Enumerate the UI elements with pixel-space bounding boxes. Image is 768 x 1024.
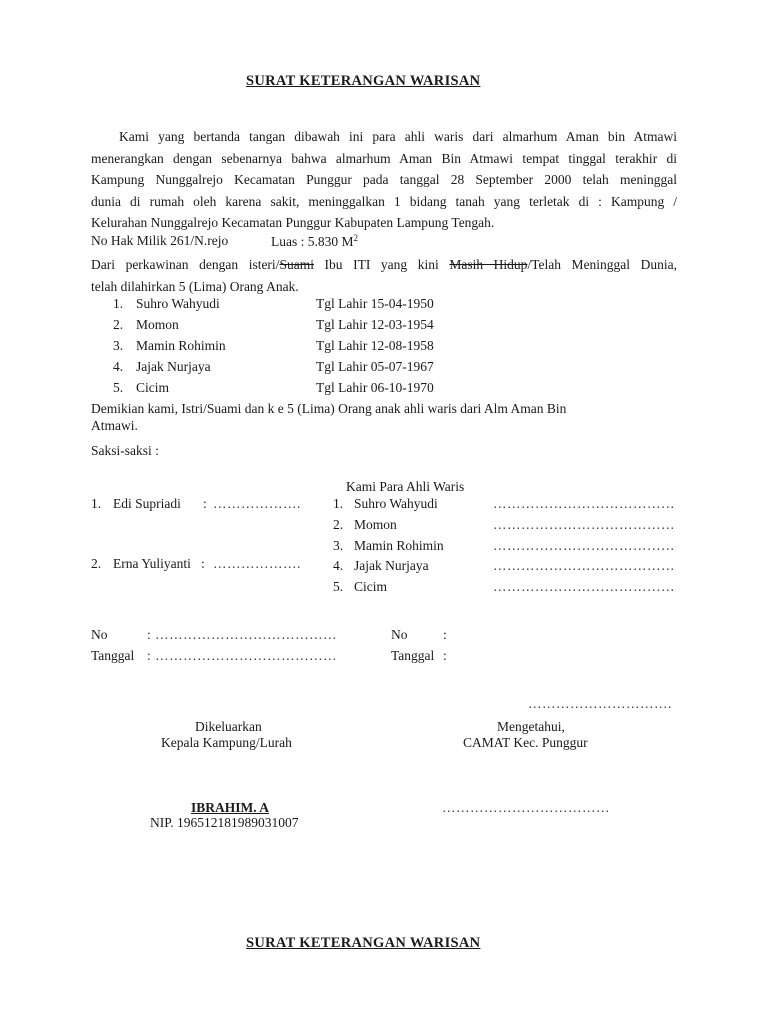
child-number: 1. bbox=[113, 296, 124, 311]
reg-left-date-value: : ………………………………… bbox=[147, 648, 338, 663]
witness-row bbox=[91, 556, 191, 572]
child-number: 5. bbox=[113, 380, 124, 395]
heir-name: Suhro Wahyudi bbox=[354, 496, 438, 511]
heir-signature-line: ………………………………… bbox=[493, 579, 675, 594]
witness-sep: : bbox=[203, 496, 207, 511]
child-dob: Tgl Lahir 15-04-1950 bbox=[316, 296, 434, 311]
heir-name: Cicim bbox=[354, 579, 387, 594]
child-name: Suhro Wahyudi bbox=[136, 296, 220, 311]
marriage-line: telah dilahirkan 5 (Lima) Orang Anak. bbox=[91, 278, 299, 294]
reg-right-no-label: No bbox=[391, 627, 408, 642]
document-title: SURAT KETERANGAN WARISAN bbox=[246, 73, 481, 89]
acknowledged-title: CAMAT Kec. Punggur bbox=[463, 735, 588, 750]
marriage-line bbox=[91, 254, 677, 276]
luas-text: Luas : 5.830 M bbox=[271, 234, 354, 249]
child-name: Momon bbox=[136, 317, 179, 332]
intro-line: Kelurahan Nunggalrejo Kecamatan Punggur Kabupaten Lampung Tengah. bbox=[91, 215, 495, 230]
struck-suami: Suami bbox=[279, 257, 314, 272]
intro-line: Kampung Nunggalrejo Kecamatan Punggur pada tanggal 28 September 2000 telah meninggal bbox=[91, 172, 677, 187]
marriage-paragraph bbox=[91, 254, 677, 297]
heir-name: Jajak Nurjaya bbox=[354, 558, 429, 573]
place-date-line: …………………………. bbox=[528, 696, 672, 711]
issued-by-title: Kepala Kampung/Lurah bbox=[161, 735, 292, 750]
camat-signature-line: ……………………………… bbox=[442, 800, 610, 815]
heir-signature-line: ………………………………… bbox=[493, 538, 675, 553]
child-dob: Tgl Lahir 05-07-1967 bbox=[316, 359, 434, 374]
reg-left-no-label: No bbox=[91, 627, 108, 642]
closing-line: Atmawi. bbox=[91, 418, 138, 433]
heir-number: 2. bbox=[333, 517, 344, 532]
child-number: 3. bbox=[113, 338, 124, 353]
reg-left-no-value: : ………………………………… bbox=[147, 627, 338, 642]
intro-line: Kami yang bertanda tangan dibawah ini para ahli waris dari almarhum Aman bin Atmawi bbox=[119, 129, 677, 144]
witness-signature-line: ………………. bbox=[213, 556, 301, 571]
heir-signature-line: ………………………………… bbox=[493, 517, 675, 532]
hak-milik: No Hak Milik 261/N.rejo bbox=[91, 233, 229, 248]
intro-line: menerangkan dengan sebenarnya bahwa almarhum Aman Bin Atmawi tempat tinggal terakhir di bbox=[91, 150, 677, 166]
child-name: Mamin Rohimin bbox=[136, 338, 226, 353]
luas-superscript: 2 bbox=[353, 233, 358, 243]
heirs-heading: Kami Para Ahli Waris bbox=[346, 479, 465, 494]
reg-left-date-label: Tanggal bbox=[91, 648, 135, 663]
signer-nip: NIP. 196512181989031007 bbox=[150, 815, 299, 830]
witness-row bbox=[91, 496, 181, 512]
intro-paragraph bbox=[91, 126, 677, 234]
witness-sep: : bbox=[201, 556, 205, 571]
child-number: 2. bbox=[113, 317, 124, 332]
child-dob: Tgl Lahir 06-10-1970 bbox=[316, 380, 434, 395]
marriage-text: Ibu ITI yang kini bbox=[313, 257, 450, 272]
reg-right-date-value: : bbox=[443, 648, 447, 663]
reg-right-no-value: : bbox=[443, 627, 447, 642]
luas bbox=[271, 233, 358, 250]
issued-by-label: Dikeluarkan bbox=[195, 719, 262, 734]
witness-name: Erna Yuliyanti bbox=[113, 556, 191, 571]
heir-signature-line: ………………………………… bbox=[493, 558, 675, 573]
intro-line: dunia di rumah oleh karena sakit, meninggalkan 1 bidang tanah yang terletak di : Kampung / bbox=[91, 193, 677, 209]
witness-signature-line: ………………. bbox=[213, 496, 301, 511]
child-dob: Tgl Lahir 12-03-1954 bbox=[316, 317, 434, 332]
heir-number: 5. bbox=[333, 579, 344, 594]
heir-name: Momon bbox=[354, 517, 397, 532]
heir-name: Mamin Rohimin bbox=[354, 538, 444, 553]
signer-name: IBRAHIM. A bbox=[191, 800, 270, 815]
marriage-text: Dari perkawinan dengan isteri/ bbox=[91, 257, 280, 272]
child-dob: Tgl Lahir 12-08-1958 bbox=[316, 338, 434, 353]
closing-line: Demikian kami, Istri/Suami dan k e 5 (Lima) Orang anak ahli waris dari Alm Aman Bin bbox=[91, 401, 567, 416]
witness-number: 2. bbox=[91, 556, 102, 571]
next-page-title: SURAT KETERANGAN WARISAN bbox=[246, 935, 481, 951]
heir-number: 3. bbox=[333, 538, 344, 553]
saksi-label: Saksi-saksi : bbox=[91, 443, 159, 458]
heir-number: 4. bbox=[333, 558, 344, 573]
acknowledged-label: Mengetahui, bbox=[497, 719, 565, 734]
heir-number: 1. bbox=[333, 496, 344, 511]
struck-masih-hidup: Masih Hidup bbox=[449, 257, 528, 272]
marriage-text: /Telah Meninggal Dunia, bbox=[527, 257, 677, 272]
heir-signature-line: ………………………………… bbox=[493, 496, 675, 511]
witness-name: Edi Supriadi bbox=[113, 496, 181, 511]
witness-number: 1. bbox=[91, 496, 102, 511]
child-name: Cicim bbox=[136, 380, 169, 395]
child-number: 4. bbox=[113, 359, 124, 374]
child-name: Jajak Nurjaya bbox=[136, 359, 211, 374]
reg-right-date-label: Tanggal bbox=[391, 648, 435, 663]
